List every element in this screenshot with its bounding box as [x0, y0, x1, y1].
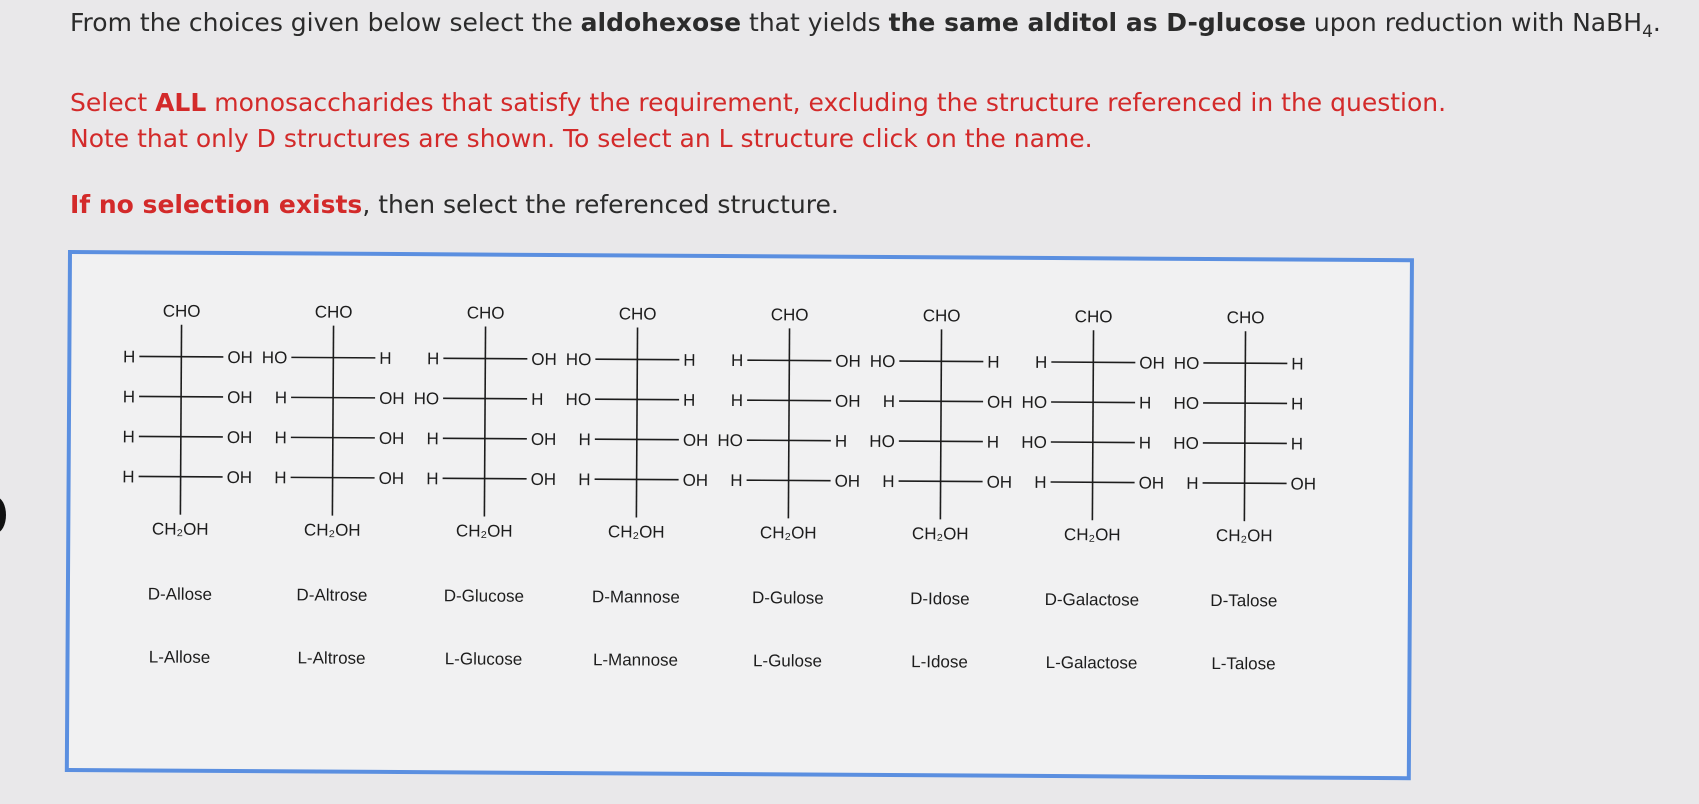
left-substituent: H: [274, 468, 287, 488]
left-substituent: HO: [869, 431, 895, 452]
carbon-backbone: [636, 327, 637, 517]
bond-line: [291, 477, 375, 478]
right-substituent: OH: [227, 387, 253, 408]
right-substituent: H: [683, 350, 696, 370]
left-substituent: H: [427, 349, 440, 369]
left-substituent: H: [730, 391, 744, 411]
right-substituent: OH: [1290, 474, 1317, 494]
ch2oh-label: CH₂OH: [303, 520, 361, 540]
cho-label: CHO: [466, 303, 505, 323]
d-structure-name: D-Idose: [910, 589, 970, 609]
bond-line: [1203, 443, 1287, 444]
l-structure-name-link[interactable]: L-Gulose: [752, 651, 823, 671]
d-structure-name: D-Altrose: [296, 585, 368, 605]
structure-2[interactable]: [261, 255, 404, 696]
d-structure-name: D-Glucose: [443, 586, 525, 606]
bond-line: [747, 400, 831, 401]
right-substituent: H: [379, 348, 392, 368]
no-selection-note: If no selection exists, then select the referenced structure.: [70, 190, 839, 219]
left-substituent: H: [1186, 473, 1199, 493]
cho-label: CHO: [618, 304, 657, 324]
left-substituent: H: [122, 467, 135, 487]
carbon-backbone: [332, 326, 333, 516]
fischer-projection: [110, 254, 252, 575]
structure-6[interactable]: [869, 259, 1012, 700]
left-substituent: HO: [1173, 393, 1200, 413]
left-substituent: HO: [717, 430, 743, 451]
cho-label: CHO: [314, 302, 353, 322]
ch2oh-label: CH₂OH: [607, 522, 665, 542]
carbon-backbone: [1244, 331, 1245, 521]
bond-line: [1051, 402, 1135, 403]
carbon-backbone: [180, 325, 181, 515]
bond-line: [443, 398, 527, 399]
left-substituent: HO: [1173, 353, 1200, 373]
right-substituent: OH: [531, 349, 557, 369]
bond-line: [1051, 362, 1135, 363]
bond-line: [1203, 483, 1287, 484]
right-substituent: OH: [530, 469, 557, 489]
carbon-backbone: [940, 329, 941, 519]
bond-line: [443, 478, 527, 479]
left-substituent: HO: [1173, 433, 1199, 453]
right-substituent: OH: [986, 472, 1013, 492]
right-substituent: H: [683, 390, 696, 410]
l-structure-name-link[interactable]: L-Mannose: [592, 650, 679, 670]
ch2oh-label: CH₂OH: [151, 519, 209, 539]
fischer-projection: [1022, 260, 1164, 581]
right-substituent: OH: [987, 392, 1013, 412]
select-all-note: Select ALL monosaccharides that satisfy the requirement, excluding the structure referenced in the question.: [70, 88, 1447, 117]
bond-line: [747, 360, 831, 361]
left-substituent: H: [730, 471, 743, 491]
structure-8[interactable]: [1173, 261, 1316, 702]
bond-line: [139, 436, 223, 437]
right-substituent: OH: [378, 428, 405, 449]
right-substituent: H: [834, 431, 848, 451]
ch2oh-label: CH₂OH: [759, 523, 817, 543]
right-substituent: OH: [226, 467, 253, 488]
bond-line: [291, 437, 375, 438]
bond-line: [747, 440, 831, 441]
right-substituent: H: [1291, 394, 1304, 414]
bond-line: [595, 479, 679, 480]
d-structures-note: Note that only D structures are shown. To select an L structure click on the name.: [70, 124, 1093, 153]
right-substituent: H: [987, 352, 1000, 372]
bond-line: [899, 441, 983, 442]
cho-label: CHO: [770, 305, 809, 325]
fischer-projection: [566, 257, 708, 578]
right-substituent: OH: [682, 430, 709, 450]
right-substituent: H: [1291, 354, 1304, 374]
right-substituent: OH: [834, 471, 861, 491]
d-structure-name: D-Mannose: [591, 587, 680, 607]
l-structure-name-link[interactable]: L-Talose: [1211, 653, 1276, 674]
right-substituent: H: [1290, 434, 1304, 454]
carbon-backbone: [788, 328, 789, 518]
bond-line: [1051, 482, 1135, 483]
cho-label: CHO: [1074, 307, 1113, 327]
side-tab-handle[interactable]: [0, 497, 6, 533]
structure-7[interactable]: [1021, 260, 1164, 701]
left-substituent: H: [578, 470, 591, 490]
left-substituent: H: [122, 387, 136, 407]
bond-line: [595, 399, 679, 400]
left-substituent: H: [274, 388, 288, 408]
bond-line: [1203, 403, 1287, 404]
structure-selection-panel: [65, 250, 1414, 780]
carbon-backbone: [484, 327, 485, 517]
left-substituent: HO: [1021, 392, 1048, 412]
bond-line: [139, 476, 223, 477]
left-substituent: HO: [1021, 432, 1047, 452]
right-substituent: H: [986, 432, 1000, 452]
left-substituent: HO: [261, 348, 288, 368]
ch2oh-label: CH₂OH: [1215, 526, 1273, 546]
l-structure-name-link[interactable]: L-Idose: [911, 652, 968, 672]
d-structure-name: D-Talose: [1210, 590, 1278, 611]
left-substituent: H: [426, 429, 439, 449]
left-substituent: H: [882, 391, 896, 412]
right-substituent: H: [1139, 393, 1152, 413]
left-substituent: H: [123, 347, 136, 367]
left-substituent: H: [578, 430, 591, 450]
right-substituent: OH: [226, 427, 253, 448]
bond-line: [139, 356, 223, 357]
bond-line: [595, 439, 679, 440]
structure-3[interactable]: [413, 256, 556, 697]
ch2oh-label: CH₂OH: [1063, 525, 1121, 545]
left-substituent: H: [730, 351, 744, 371]
right-substituent: OH: [530, 429, 557, 449]
left-substituent: H: [426, 469, 439, 489]
bond-line: [899, 481, 983, 482]
bond-line: [899, 361, 983, 362]
bond-line: [595, 359, 679, 360]
structure-4[interactable]: [565, 257, 708, 698]
right-substituent: H: [1138, 433, 1152, 453]
bond-line: [1051, 442, 1135, 443]
left-substituent: H: [122, 427, 135, 447]
right-substituent: OH: [835, 351, 861, 371]
right-substituent: OH: [682, 470, 709, 490]
left-substituent: HO: [565, 390, 592, 410]
right-substituent: OH: [1139, 353, 1165, 373]
d-structure-name: D-Gulose: [751, 588, 824, 608]
right-substituent: OH: [227, 347, 253, 368]
right-substituent: H: [531, 389, 544, 409]
fischer-projection: [718, 258, 860, 579]
l-structure-name-link[interactable]: L-Galactose: [1045, 652, 1138, 673]
bond-line: [747, 480, 831, 481]
l-structure-name-link[interactable]: L-Glucose: [444, 649, 523, 669]
bond-line: [291, 357, 375, 358]
structure-5[interactable]: [717, 258, 860, 699]
fischer-projection: [414, 256, 556, 577]
ch2oh-label: CH₂OH: [911, 524, 969, 544]
left-substituent: H: [882, 471, 895, 492]
right-substituent: OH: [835, 391, 861, 411]
l-structure-name-link[interactable]: L-Altrose: [297, 648, 366, 668]
structure-1[interactable]: [109, 254, 252, 695]
d-structure-name: D-Galactose: [1044, 589, 1140, 610]
bond-line: [899, 401, 983, 402]
l-structure-name-link[interactable]: L-Allose: [148, 647, 211, 667]
right-substituent: OH: [1138, 473, 1165, 493]
left-substituent: H: [1034, 352, 1048, 372]
right-substituent: OH: [378, 468, 405, 489]
bond-line: [443, 358, 527, 359]
bond-line: [1203, 363, 1287, 364]
d-structure-name: D-Allose: [147, 584, 213, 604]
bond-line: [139, 396, 223, 397]
left-substituent: HO: [413, 389, 440, 409]
left-substituent: HO: [565, 350, 592, 370]
fischer-projection: [262, 255, 404, 576]
bond-line: [443, 438, 527, 439]
question-instruction: From the choices given below select the aldohexose that yields the same alditol as D-glucose upon reduction with NaBH$_4$.: [70, 8, 1661, 42]
cho-label: CHO: [922, 306, 961, 326]
fischer-projection: [870, 259, 1012, 580]
cho-label: CHO: [1226, 308, 1265, 328]
cho-label: CHO: [162, 301, 201, 321]
fischer-projection: [1174, 261, 1316, 582]
bond-line: [291, 397, 375, 398]
right-substituent: OH: [379, 388, 405, 409]
ch2oh-label: CH₂OH: [455, 521, 513, 541]
left-substituent: H: [274, 428, 287, 448]
left-substituent: H: [1034, 472, 1047, 492]
left-substituent: HO: [869, 351, 896, 372]
carbon-backbone: [1092, 330, 1093, 520]
